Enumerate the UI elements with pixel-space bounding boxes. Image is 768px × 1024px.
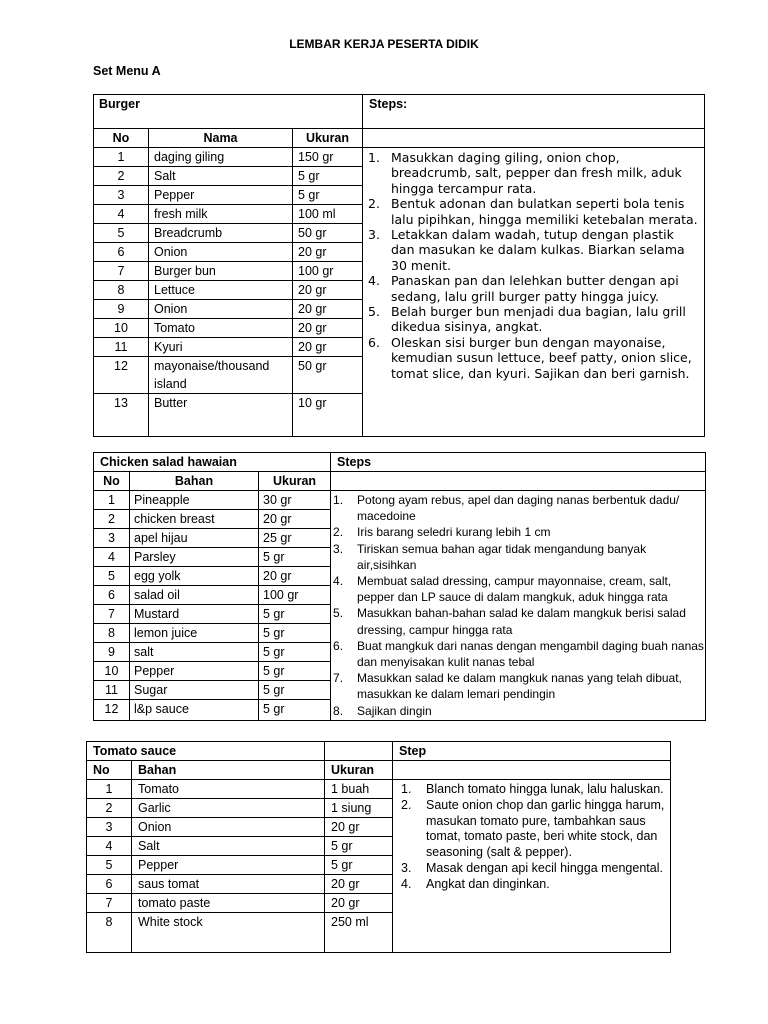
burger-table — [93, 94, 705, 437]
chicken-cell-name: salt — [130, 643, 259, 662]
tomato-step-text: Masak dengan api kecil hingga mengental. — [426, 860, 663, 875]
chicken-cell-no: 7 — [94, 605, 130, 624]
burger-cell-size: 50 gr — [293, 357, 363, 394]
burger-cell-no: 13 — [94, 394, 149, 437]
chicken-step-text: Tiriskan semua bahan agar tidak mengandung banyak air,sisihkan — [357, 541, 647, 572]
chicken-step-text: Buat mangkuk dari nanas dengan mengambil daging buah nanas dan menyisakan kulit nanas tebal — [357, 638, 704, 670]
chicken-step-text: Iris barang seledri kurang lebih 1 cm — [357, 525, 551, 540]
chicken-step-item: 1. Potong ayam rebus, apel dan daging nanas berbentuk dadu/ macedoine — [333, 493, 680, 524]
chicken-cell-size: 25 gr — [259, 529, 331, 548]
burger-cell-no: 11 — [94, 338, 149, 357]
burger-cell-name: Butter — [149, 394, 293, 437]
burger-step-item: 6. Oleskan sisi burger bun dengan mayonaise, kemudian susun lettuce, beef patty, onion slice, tomat slice, dan kyuri. Sajikan dan beri garnish. — [368, 334, 692, 381]
chicken-cell-name: apel hijau — [130, 529, 259, 548]
burger-step-item: 2. Bentuk adonan dan bulatkan seperti bola tenis lalu pipihkan, hingga memiliki ketebalan merata. — [368, 196, 698, 227]
burger-step-item: 3. Letakkan dalam wadah, tutup dengan plastik dan masukan ke dalam kulkas. Biarkan selama 30 menit. — [368, 227, 685, 273]
burger-steps-cell — [363, 148, 705, 437]
chicken-cell-name: salad oil — [130, 586, 259, 605]
tomato-cell-name: Garlic — [132, 799, 325, 818]
tomato-step-item: 1. Blanch tomato hingga lunak, lalu haluskan. — [401, 782, 664, 796]
tomato-cell-size: 20 gr — [325, 818, 393, 837]
chicken-cell-size: 20 gr — [259, 567, 331, 586]
chicken-cell-name: chicken breast — [130, 510, 259, 529]
chicken-step-text: Sajikan dingin — [357, 703, 432, 718]
burger-col-size: Ukuran — [293, 129, 363, 148]
tomato-cell-no: 5 — [87, 856, 132, 875]
chicken-cell-size: 30 gr — [259, 491, 331, 510]
chicken-cell-no: 3 — [94, 529, 130, 548]
burger-step-text: Letakkan dalam wadah, tutup dengan plastik dan masukan ke dalam kulkas. Biarkan selama 30 menit. — [391, 227, 685, 273]
burger-cell-name: fresh milk — [149, 205, 293, 224]
burger-cell-no: 8 — [94, 281, 149, 300]
tomato-cell-size: 20 gr — [325, 875, 393, 894]
tomato-cell-size: 5 gr — [325, 856, 393, 875]
page-title: LEMBAR KERJA PESERTA DIDIK — [289, 37, 479, 51]
burger-step-text: Masukkan daging giling, onion chop, breadcrumb, salt, pepper dan fresh milk, aduk hingga tercampur rata. — [391, 150, 682, 196]
burger-step-item: 1. Masukkan daging giling, onion chop, breadcrumb, salt, pepper dan fresh milk, aduk hingga tercampur rata. — [368, 150, 682, 196]
chicken-cell-size: 5 gr — [259, 681, 331, 700]
tomato-cell-no: 4 — [87, 837, 132, 856]
chicken-step-text: Potong ayam rebus, apel dan daging nanas berbentuk dadu/ macedoine — [357, 493, 680, 524]
burger-cell-name: Onion — [149, 300, 293, 319]
chicken-cell-no: 6 — [94, 586, 130, 605]
chicken-table-row — [94, 491, 706, 510]
chicken-col-name: Bahan — [130, 472, 259, 491]
burger-cell-name: Breadcrumb — [149, 224, 293, 243]
burger-cell-size: 10 gr — [293, 394, 363, 437]
tomato-col-name: Bahan — [132, 761, 325, 780]
chicken-steps-cell — [331, 491, 706, 721]
burger-cell-name: Lettuce — [149, 281, 293, 300]
chicken-step-text: Masukkan salad ke dalam mangkuk nanas yang telah dibuat, masukkan ke dalam lemari pendingin — [357, 671, 682, 702]
burger-cell-no: 10 — [94, 319, 149, 338]
tomato-cell-name: Onion — [132, 818, 325, 837]
chicken-cell-no: 10 — [94, 662, 130, 681]
burger-cell-size: 20 gr — [293, 281, 363, 300]
chicken-cell-size: 100 gr — [259, 586, 331, 605]
tomato-cell-size: 5 gr — [325, 837, 393, 856]
chicken-steps-title: Steps — [331, 453, 706, 472]
burger-cell-no: 9 — [94, 300, 149, 319]
tomato-cell-size: 1 siung — [325, 799, 393, 818]
tomato-title: Tomato sauce — [87, 742, 325, 761]
burger-cell-no: 2 — [94, 167, 149, 186]
tomato-cell-size: 1 buah — [325, 780, 393, 799]
burger-cell-no: 1 — [94, 148, 149, 167]
burger-steps-title: Steps: — [363, 95, 705, 129]
burger-cell-size: 100 gr — [293, 262, 363, 281]
burger-cell-size: 5 gr — [293, 167, 363, 186]
chicken-salad-table — [93, 452, 706, 721]
tomato-cell-name: Tomato — [132, 780, 325, 799]
chicken-cell-size: 5 gr — [259, 605, 331, 624]
chicken-cell-name: Pineapple — [130, 491, 259, 510]
burger-cell-size: 20 gr — [293, 319, 363, 338]
burger-cell-size: 5 gr — [293, 186, 363, 205]
burger-cell-no: 7 — [94, 262, 149, 281]
chicken-col-no: No — [94, 472, 130, 491]
burger-cell-no: 5 — [94, 224, 149, 243]
burger-cell-no: 6 — [94, 243, 149, 262]
chicken-cell-name: Sugar — [130, 681, 259, 700]
burger-cell-no: 3 — [94, 186, 149, 205]
burger-table-row — [94, 148, 705, 167]
chicken-cell-size: 5 gr — [259, 700, 331, 721]
chicken-cell-no: 4 — [94, 548, 130, 567]
chicken-cell-name: Parsley — [130, 548, 259, 567]
chicken-cell-size: 5 gr — [259, 643, 331, 662]
tomato-cell-name: saus tomat — [132, 875, 325, 894]
tomato-steps-title: Step — [393, 742, 671, 761]
burger-step-text: Panaskan pan dan lelehkan butter dengan api sedang, lalu grill burger patty hingga juicy. — [391, 273, 679, 304]
tomato-step-item: 3. Masak dengan api kecil hingga mengental. — [401, 860, 663, 875]
burger-step-text: Bentuk adonan dan bulatkan seperti bola tenis lalu pipihkan, hingga memiliki ketebalan merata. — [391, 196, 698, 227]
tomato-steps-cell — [393, 780, 671, 953]
burger-cell-name: Pepper — [149, 186, 293, 205]
chicken-steps-list — [331, 491, 705, 719]
tomato-step-text: Saute onion chop dan garlic hingga harum, masukan tomato pure, tambahkan saus tomat, tomato paste, beri white stock, dan seasoning (salt & pepper). — [426, 797, 665, 860]
set-menu-label: Set Menu A — [93, 64, 161, 78]
burger-title: Burger — [94, 95, 363, 129]
chicken-col-size: Ukuran — [259, 472, 331, 491]
burger-cell-name: daging giling — [149, 148, 293, 167]
burger-col-name: Nama — [149, 129, 293, 148]
tomato-cell-name: Salt — [132, 837, 325, 856]
tomato-cell-no: 6 — [87, 875, 132, 894]
burger-cell-name: Salt — [149, 167, 293, 186]
burger-step-item: 5. Belah burger bun menjadi dua bagian, lalu grill dikedua sisinya, angkat. — [368, 304, 686, 335]
chicken-cell-name: egg yolk — [130, 567, 259, 586]
chicken-cell-name: Pepper — [130, 662, 259, 681]
burger-cell-size: 20 gr — [293, 243, 363, 262]
tomato-table-row — [87, 780, 671, 799]
burger-cell-name: Onion — [149, 243, 293, 262]
chicken-cell-size: 5 gr — [259, 548, 331, 567]
burger-cell-no: 4 — [94, 205, 149, 224]
chicken-cell-no: 9 — [94, 643, 130, 662]
tomato-cell-no: 8 — [87, 913, 132, 953]
burger-cell-size: 100 ml — [293, 205, 363, 224]
burger-cell-no: 12 — [94, 357, 149, 394]
tomato-col-no: No — [87, 761, 132, 780]
burger-cell-size: 20 gr — [293, 300, 363, 319]
burger-cell-size: 20 gr — [293, 338, 363, 357]
burger-cell-name: Kyuri — [149, 338, 293, 357]
chicken-step-item: 5. Masukkan bahan-bahan salad ke dalam mangkuk berisi salad dressing, campur hingga rata — [333, 606, 686, 637]
chicken-cell-name: lemon juice — [130, 624, 259, 643]
tomato-cell-no: 1 — [87, 780, 132, 799]
tomato-col-size: Ukuran — [325, 761, 393, 780]
chicken-step-item: 4. Membuat salad dressing, campur mayonnaise, cream, salt, pepper dan LP sauce di dalam mangkuk, aduk hingga rata — [333, 574, 672, 605]
chicken-step-item: 7. Masukkan salad ke dalam mangkuk nanas yang telah dibuat, masukkan ke dalam lemari pendingin — [333, 671, 682, 702]
tomato-cell-size: 20 gr — [325, 894, 393, 913]
chicken-cell-name: Mustard — [130, 605, 259, 624]
tomato-cell-name: tomato paste — [132, 894, 325, 913]
chicken-cell-no: 5 — [94, 567, 130, 586]
chicken-cell-no: 1 — [94, 491, 130, 510]
burger-step-item: 4. Panaskan pan dan lelehkan butter dengan api sedang, lalu grill burger patty hingga juicy. — [368, 273, 679, 304]
burger-cell-name: Tomato — [149, 319, 293, 338]
chicken-cell-size: 5 gr — [259, 662, 331, 681]
burger-cell-size: 50 gr — [293, 224, 363, 243]
chicken-step-item: 2. Iris barang seledri kurang lebih 1 cm — [333, 525, 551, 540]
chicken-cell-size: 5 gr — [259, 624, 331, 643]
tomato-cell-name: Pepper — [132, 856, 325, 875]
burger-cell-name: Burger bun — [149, 262, 293, 281]
chicken-step-item: 3. Tiriskan semua bahan agar tidak mengandung banyak air,sisihkan — [333, 541, 647, 572]
chicken-cell-no: 8 — [94, 624, 130, 643]
chicken-cell-no: 12 — [94, 700, 130, 721]
burger-steps-list — [368, 148, 699, 381]
tomato-step-text: Angkat dan dinginkan. — [426, 876, 550, 891]
chicken-step-text: Masukkan bahan-bahan salad ke dalam mangkuk berisi salad dressing, campur hingga rata — [357, 606, 686, 637]
tomato-sauce-table — [86, 741, 671, 953]
chicken-cell-name: l&p sauce — [130, 700, 259, 721]
tomato-step-item: 4. Angkat dan dinginkan. — [401, 876, 550, 891]
burger-col-no: No — [94, 129, 149, 148]
tomato-cell-no: 2 — [87, 799, 132, 818]
chicken-step-text: Membuat salad dressing, campur mayonnaise, cream, salt, pepper dan LP sauce di dalam mangkuk, aduk hingga rata — [357, 574, 672, 605]
tomato-cell-size: 250 ml — [325, 913, 393, 953]
tomato-cell-no: 7 — [87, 894, 132, 913]
burger-step-text: Oleskan sisi burger bun dengan mayonaise, kemudian susun lettuce, beef patty, onion slice, tomat slice, dan kyuri. Sajikan dan beri garnish. — [391, 334, 692, 381]
chicken-title: Chicken salad hawaian — [94, 453, 331, 472]
tomato-steps-list — [393, 780, 670, 893]
tomato-step-text: Blanch tomato hingga lunak, lalu haluskan. — [426, 782, 664, 796]
chicken-step-item: 6. Buat mangkuk dari nanas dengan mengambil daging buah nanas dan menyisakan kulit nanas tebal — [333, 638, 704, 670]
chicken-step-item: 8. Sajikan dingin — [333, 703, 432, 718]
burger-cell-name: mayonaise/thousand island — [149, 357, 293, 394]
chicken-cell-size: 20 gr — [259, 510, 331, 529]
burger-cell-size: 150 gr — [293, 148, 363, 167]
tomato-cell-name: White stock — [132, 913, 325, 953]
chicken-cell-no: 2 — [94, 510, 130, 529]
burger-step-text: Belah burger bun menjadi dua bagian, lalu grill dikedua sisinya, angkat. — [391, 304, 686, 335]
tomato-step-item: 2. Saute onion chop dan garlic hingga harum, masukan tomato pure, tambahkan saus tomat, tomato paste, beri white stock, dan seasoning (salt & pepper). — [401, 797, 665, 860]
chicken-cell-no: 11 — [94, 681, 130, 700]
tomato-cell-no: 3 — [87, 818, 132, 837]
